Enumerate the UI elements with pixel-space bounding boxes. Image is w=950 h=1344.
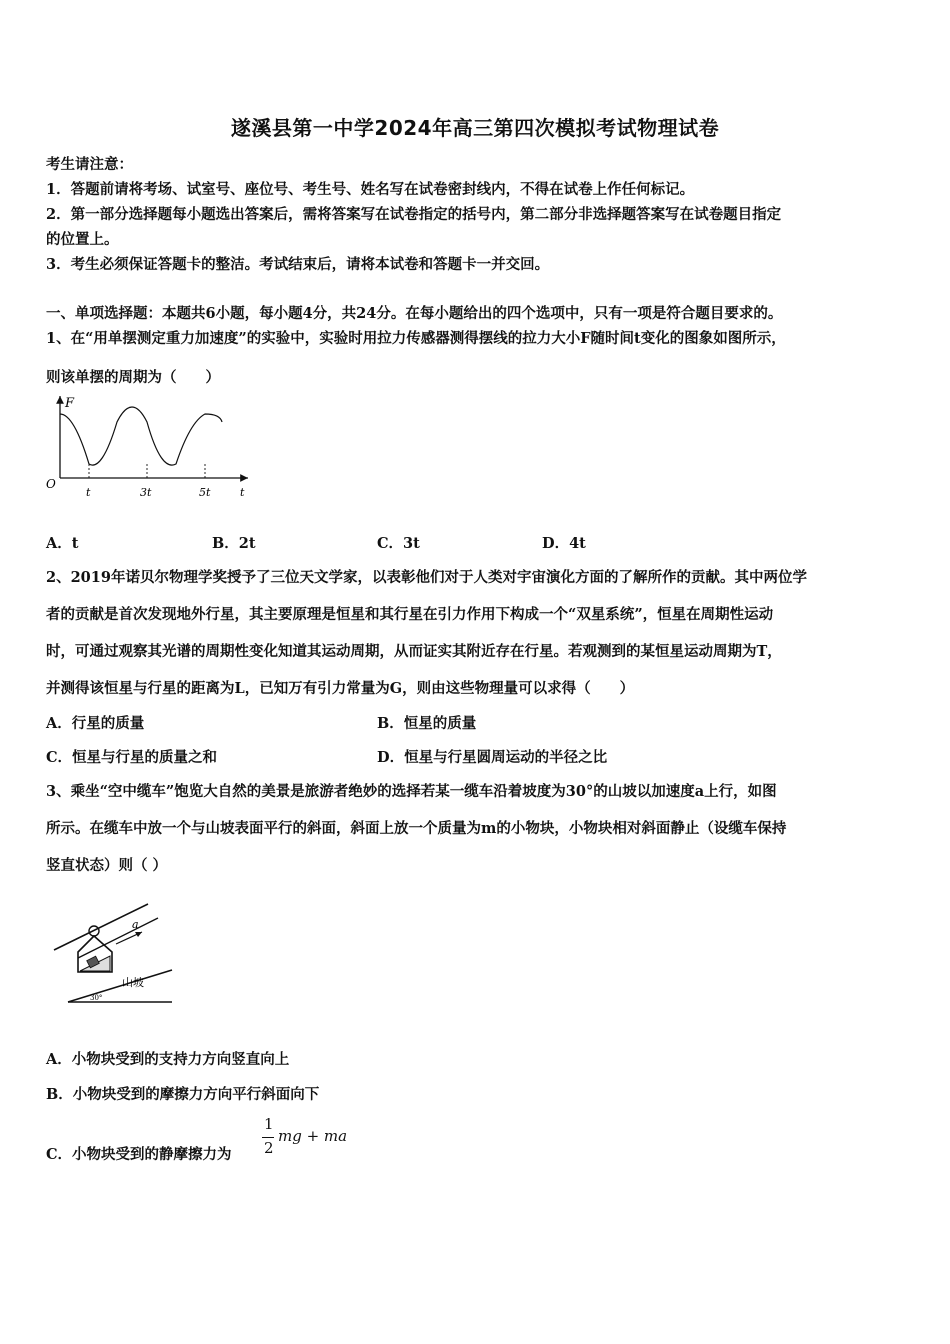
page-title: 遂溪县第一中学2024年高三第四次模拟考试物理试卷: [230, 116, 720, 140]
y-axis-label: F: [65, 396, 75, 411]
tick-label: 5t: [199, 486, 211, 499]
tick-label: t: [86, 486, 91, 499]
question-text: 者的贡献是首次发现地外行星，其主要原理是恒星和其行星在引力作用下构成一个“双星系统”，恒星在周期性运动: [46, 606, 774, 623]
origin-label: O: [46, 477, 56, 491]
force-time-graph: [44, 392, 254, 504]
option-b: B．小物块受到的摩擦力方向平行斜面向下: [46, 1086, 320, 1103]
cable-lower: [78, 918, 158, 958]
option-b: B．2t: [212, 535, 256, 552]
tick-label: 3t: [140, 486, 152, 499]
slope-surface: [68, 970, 172, 1002]
cable-car-figure: [52, 900, 182, 1018]
accel-label: a: [132, 918, 139, 931]
formula-denominator: 2: [264, 1139, 274, 1157]
option-d: D．4t: [542, 535, 586, 552]
question-text: 则该单摆的周期为（ ）: [46, 369, 220, 386]
angle-label: 30°: [90, 994, 103, 1002]
slope-label: 山坡: [122, 976, 144, 989]
option-b: B．恒星的质量: [377, 715, 477, 732]
option-a: A．行星的质量: [46, 715, 145, 732]
question-text: 并测得该恒星与行星的距离为L，已知万有引力常量为G，则由这些物理量可以求得（ ）: [46, 680, 635, 697]
force-curve: [60, 407, 222, 465]
question-text: 所示。在缆车中放一个与山坡表面平行的斜面，斜面上放一个质量为m的小物块，小物块相对斜面静止（设缆车保持: [46, 820, 787, 837]
notice-heading: 考生请注意：: [46, 156, 133, 173]
formula-numerator: 1: [264, 1115, 274, 1133]
question-text: 1、在“用单摆测定重力加速度”的实验中，实验时用拉力传感器测得摆线的拉力大小F随时间t变化的图象如图所示，: [46, 330, 786, 347]
option-c: C．小物块受到的静摩擦力为: [46, 1146, 232, 1163]
notice-item: 1．答题前请将考场、试室号、座位号、考生号、姓名写在试卷密封线内，不得在试卷上作任何标记。: [46, 181, 695, 198]
question-text: 2、2019年诺贝尔物理学奖授予了三位天文学家，以表彰他们对于人类对宇宙演化方面的了解所作的贡献。其中两位学: [46, 569, 807, 586]
question-text: 时，可通过观察其光谱的周期性变化知道其运动周期，从而证实其附近存在行星。若观测到的某恒星运动周期为T，: [46, 643, 782, 660]
x-axis-label: t: [240, 486, 245, 499]
option-c: C．恒星与行星的质量之和: [46, 749, 218, 766]
option-c: C．3t: [377, 535, 420, 552]
option-a: A．小物块受到的支持力方向竖直向上: [46, 1051, 290, 1068]
question-text: 竖直状态）则（ ）: [46, 857, 168, 874]
question-text: 3、乘坐“空中缆车”饱览大自然的美景是旅游者绝妙的选择若某一缆车沿着坡度为30°的山坡以加速度a上行，如图: [46, 783, 777, 800]
notice-item: 3．考生必须保证答题卡的整洁。考试结束后，请将本试卷和答题卡一并交回。: [46, 256, 550, 273]
formula-expression: mg + ma: [278, 1127, 348, 1145]
option-a: A．t: [46, 535, 79, 552]
force-curve-tail: [89, 414, 222, 464]
fraction-bar: [262, 1137, 274, 1138]
option-d: D．恒星与行星圆周运动的半径之比: [377, 749, 608, 766]
notice-item: 的位置上。: [46, 231, 119, 248]
section-heading: 一、单项选择题：本题共6小题，每小题4分，共24分。在每小题给出的四个选项中，只有一项是符合题目要求的。: [46, 305, 783, 322]
notice-item: 2．第一部分选择题每小题选出答案后，需将答案写在试卷指定的括号内，第二部分非选择题答案写在试卷题目指定: [46, 206, 782, 223]
formula: [262, 1115, 382, 1161]
